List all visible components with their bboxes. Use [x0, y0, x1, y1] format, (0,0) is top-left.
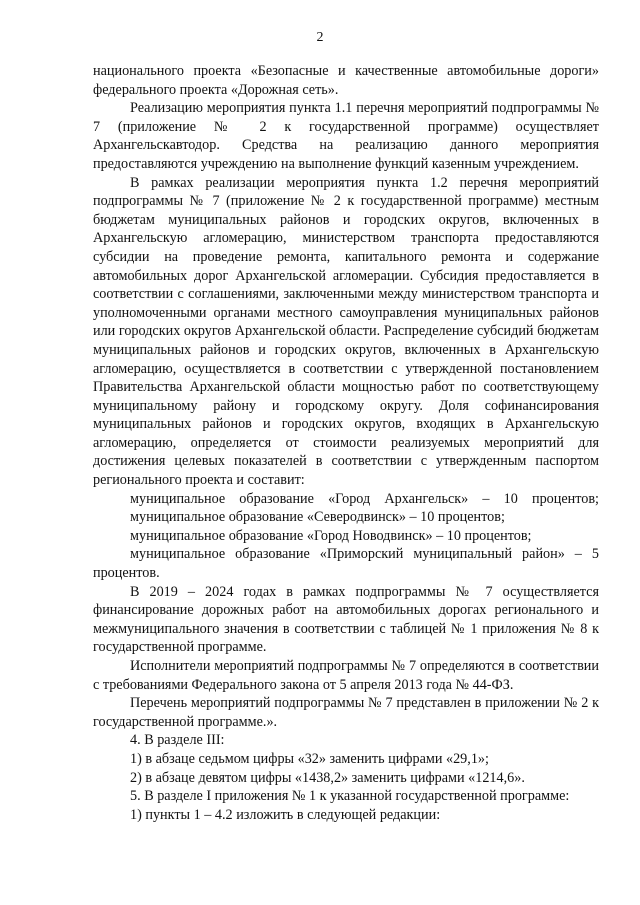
list-item-novodvinsk: муниципальное образование «Город Новодвинск» – 10 процентов;: [130, 527, 532, 544]
document-body: [93, 62, 599, 824]
paragraph-measure-1-2: В рамках реализации мероприятия пункта 1.2 перечня мероприятий подпрограммы № 7 (приложение № 2 к государственной программе) местным бюджетам муниципальных районов и городских округов, включенных в Архангельскую агломерацию, министерством транспорта предоставляются субсидии на проведение ремонта, капитального ремонта и содержание автомобильных дорог Архангельской агломерации. Субсидия предоставляется в соответствии с соглашениями, заключенными между министерством транспорта и уполномоченными органами местного самоуправления муниципальных районов или городских округов Архангельской области. Распределение субсидий бюджетам муниципальных районов и городских округов, включенных в Архангельскую агломерацию, осуществляется в соответствии с утвержденной постановлением Правительства Архангельской области мощностью работ по соответствующему муниципальному району и городскому округу. Доля софинансирования муниципальных районов и городских округов, входящих в Архангельскую агломерацию, определяется от стоимости реализуемых мероприятий для достижения целевых показателей в соответствии с утвержденным паспортом регионального проекта и составит:: [93, 174, 599, 489]
amendment-subitem-1: 1) в абзаце седьмом цифры «32» заменить цифрами «29,1»;: [130, 750, 489, 767]
paragraph-project-name: национального проекта «Безопасные и качественные автомобильные дороги» федерального проекта «Дорожная сеть».: [93, 63, 599, 98]
paragraph-measure-1-1: Реализацию мероприятия пункта 1.1 перечня мероприятий подпрограммы № 7 (приложение № 2 к государственной программе) осуществляет Архангельскавтодор. Средства на реализацию данного мероприятия предоставляются учреждению на выполнение функций казенным учреждением.: [93, 100, 599, 172]
amendment-subitem-5-1: 1) пункты 1 – 4.2 изложить в следующей редакции:: [130, 806, 441, 823]
paragraph-measures-list: Перечень мероприятий подпрограммы № 7 представлен в приложении № 2 к государственной программе.».: [93, 695, 599, 730]
amendment-item-5: 5. В разделе I приложения № 1 к указанной государственной программе:: [130, 788, 570, 805]
page-number: 2: [316, 30, 324, 45]
list-item-severodvinsk: муниципальное образование «Северодвинск» – 10 процентов;: [130, 509, 505, 526]
paragraph-executors: Исполнители мероприятий подпрограммы № 7 определяются в соответствии с требованиями Федерального закона от 5 апреля 2013 года № 44-ФЗ.: [93, 658, 599, 693]
list-item-primorsky: муниципальное образование «Приморский муниципальный район» – 5 процентов.: [93, 546, 599, 582]
amendment-subitem-2: 2) в абзаце девятом цифры «1438,2» заменить цифрами «1214,6».: [130, 769, 525, 786]
paragraph-financing: В 2019 – 2024 годах в рамках подпрограммы № 7 осуществляется финансирование дорожных работ на автомобильных дорогах регионального и межмуниципального значения в соответствии с таблицей № 1 приложения № 8 к государственной программе.: [93, 583, 599, 656]
amendment-item-4: 4. В разделе III:: [130, 732, 225, 749]
list-item-arkhangelsk: муниципальное образование «Город Архангельск» – 10 процентов;: [130, 490, 599, 507]
